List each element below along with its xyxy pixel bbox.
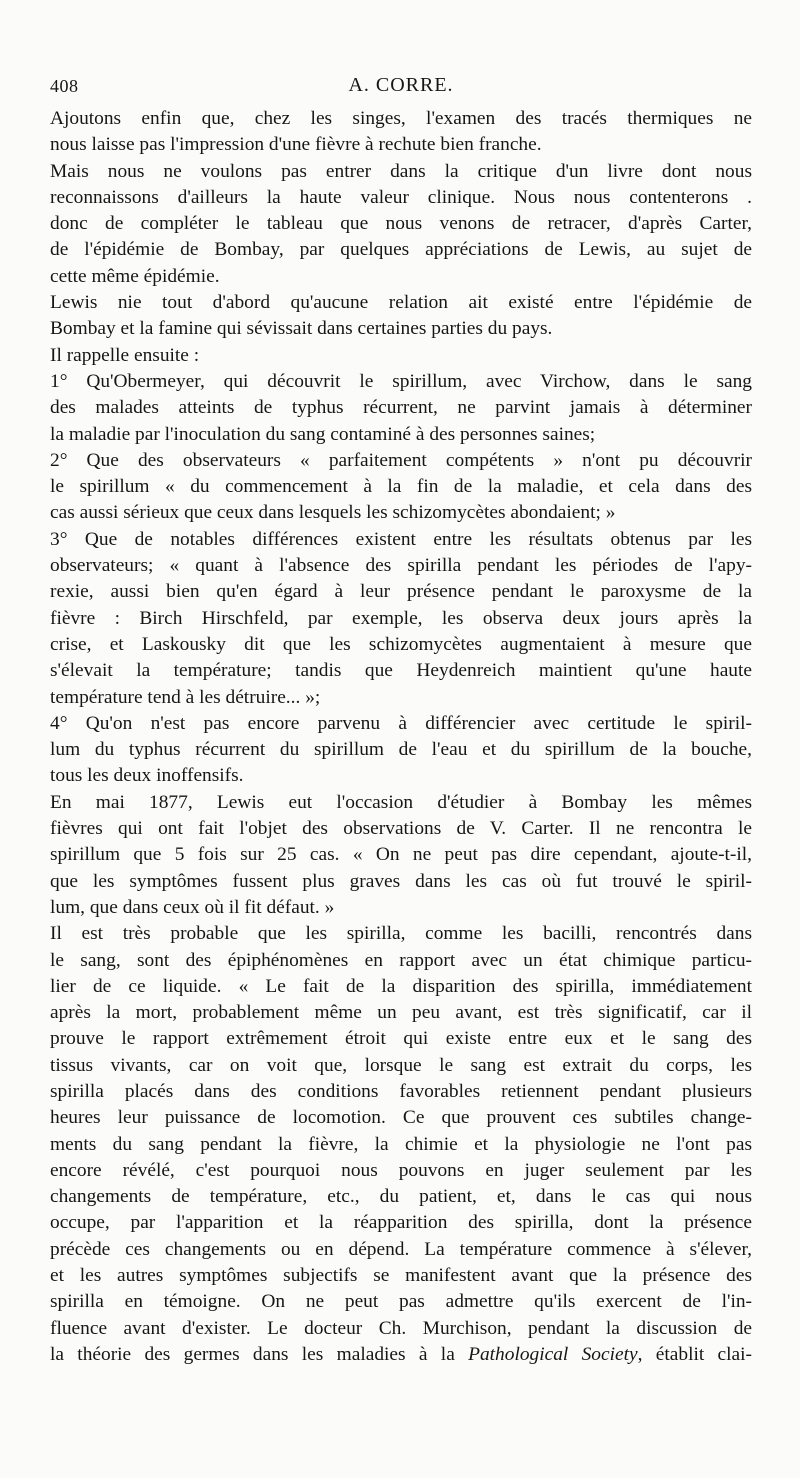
text-line: cas aussi sérieux que ceux dans lesquels les schizomycètes abondaient; » [50,502,616,524]
text-line: la maladie par l'inoculation du sang contaminé à des personnes saines; [50,423,596,445]
text-line: lum, que dans ceux où il fit défaut. » [50,896,335,918]
paragraph [50,448,752,527]
text-line [50,1342,752,1368]
paragraph [50,290,752,343]
text-line: fluence avant d'exister. Le docteur Ch. Murchison, pendant la discussion de [50,1317,752,1339]
text-line: de l'épidémie de Bombay, par quelques appréciations de Lewis, au sujet de [50,239,752,261]
text-fragment: la théorie des germes dans les maladies à la [50,1343,469,1365]
text-line: et les autres symptômes subjectifs se manifestent avant que la présence des [50,1265,752,1287]
text-line: que les symptômes fussent plus graves dans les cas où fut trouvé le spiril- [50,870,752,892]
text-line: fièvres qui ont fait l'objet des observations de V. Carter. Il ne rencontra le [50,818,752,840]
body-text [50,106,752,1368]
paragraph [50,790,752,921]
text-line: crise, et Laskousky dit que les schizomycètes augmentaient à mesure que [50,633,752,655]
text-line: occupe, par l'apparition et la réapparition des spirilla, dont la présence [50,1212,752,1234]
text-line: 4° Qu'on n'est pas encore parvenu à différencier avec certitude le spiril- [50,712,752,734]
text-line: rexie, aussi bien qu'en égard à leur présence pendant le paroxysme de la [50,581,752,603]
text-fragment: , établit clai- [637,1343,752,1365]
text-line: spirilla en témoigne. On ne peut pas admettre qu'ils exercent de l'in- [50,1291,752,1313]
text-line: Lewis nie tout d'abord qu'aucune relation ait existé entre l'épidémie de [50,292,752,314]
text-line: donc de compléter le tableau que nous venons de retracer, d'après Carter, [50,213,752,235]
text-line: température tend à les détruire... »; [50,686,321,708]
text-line: le spirillum « du commencement à la fin de la maladie, et cela dans des [50,476,752,498]
text-line: spirilla placés dans des conditions favorables retiennent pendant plusieurs [50,1080,752,1102]
paragraph [50,343,752,369]
running-head [50,72,752,106]
text-line: des malades atteints de typhus récurrent, ne parvint jamais à déterminer [50,397,752,419]
text-line: tissus vivants, car on voit que, lorsque le sang est extrait du corps, les [50,1054,752,1076]
text-line: le sang, sont des épiphénomènes en rapport avec un état chimique particu- [50,949,752,971]
text-line: précède ces changements ou en dépend. La température commence à s'élever, [50,1238,752,1260]
paragraph [50,711,752,790]
paragraph [50,106,752,159]
text-line: encore révélé, c'est pourquoi nous pouvons en juger seulement par les [50,1159,752,1181]
text-line: nous laisse pas l'impression d'une fièvre à rechute bien franche. [50,134,542,156]
paragraph [50,369,752,448]
text-line: heures leur puissance de locomotion. Ce que prouvent ces subtiles change- [50,1107,752,1129]
text-line: changements de température, etc., du patient, et, dans le cas qui nous [50,1186,752,1208]
paragraph [50,921,752,1368]
text-line: fièvre : Birch Hirschfeld, par exemple, les observa deux jours après la [50,607,752,629]
text-line: s'élevait la température; tandis que Heydenreich maintient qu'une haute [50,660,752,682]
text-line: spirillum que 5 fois sur 25 cas. « On ne peut pas dire cependant, ajoute-t-il, [50,844,752,866]
italic-society-name: Pathological Society [468,1343,638,1365]
text-line: 2° Que des observateurs « parfaitement compétents » n'ont pu découvrir [50,449,752,471]
text-line: En mai 1877, Lewis eut l'occasion d'étudier à Bombay les mêmes [50,791,752,813]
text-line: 1° Qu'Obermeyer, qui découvrit le spirillum, avec Virchow, dans le sang [50,370,752,392]
text-line: lier de ce liquide. « Le fait de la disparition des spirilla, immédiatement [50,975,752,997]
text-line: 3° Que de notables différences existent entre les résultats obtenus par les [50,528,752,550]
text-line: Bombay et la famine qui sévissait dans certaines parties du pays. [50,318,553,340]
text-line: Il rappelle ensuite : [50,344,200,366]
text-line: après la mort, probablement même un peu avant, est très significatif, car il [50,1002,752,1024]
text-line: Il est très probable que les spirilla, comme les bacilli, rencontrés dans [50,923,752,945]
text-line: Ajoutons enfin que, chez les singes, l'examen des tracés thermiques ne [50,108,752,129]
text-line: tous les deux inoffensifs. [50,765,244,787]
paragraph [50,159,752,290]
paragraph [50,527,752,711]
text-line: ments du sang pendant la fièvre, la chimie et la physiologie ne l'ont pas [50,1133,752,1155]
text-line: prouve le rapport extrêmement étroit qui existe entre eux et le sang des [50,1028,752,1050]
text-line: cette même épidémie. [50,265,220,287]
text-line: lum du typhus récurrent du spirillum de l'eau et du spirillum de la bouche, [50,739,752,761]
text-line: Mais nous ne voulons pas entrer dans la critique d'un livre dont nous [50,160,752,182]
page-number: 408 [50,76,79,96]
text-line: reconnaissons d'ailleurs la haute valeur clinique. Nous nous contenterons . [50,186,752,208]
text-line: observateurs; « quant à l'absence des spirilla pendant les périodes de l'apy- [50,555,752,577]
running-title: A. CORRE. [348,74,454,96]
